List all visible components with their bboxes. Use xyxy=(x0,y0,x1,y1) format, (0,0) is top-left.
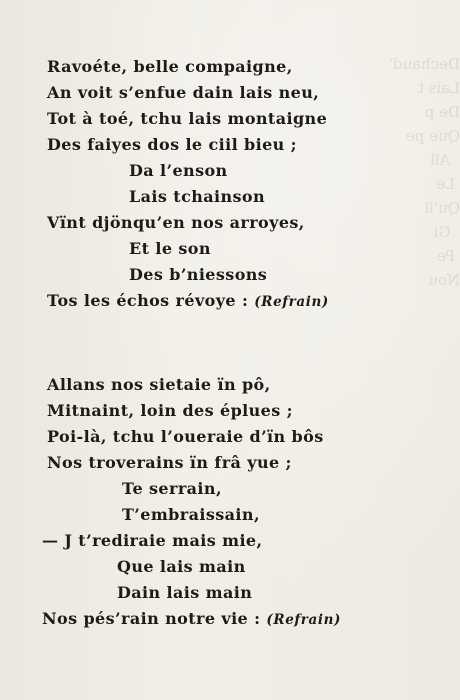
poem-line: Allans nos sietaie ïn pô, xyxy=(47,375,271,394)
poem-line: Lais tchainson xyxy=(129,187,266,206)
poem-line: Et le son xyxy=(129,239,211,258)
poem-line: Te serrain, xyxy=(122,479,222,498)
poem-line: Poi-là, tchu l’oueraie d’ïn bôs xyxy=(47,427,324,446)
poem-line: Dain lais main xyxy=(117,583,253,602)
poem-line: Des b’niessons xyxy=(129,265,268,284)
poem-line-with-refrain: Nos pés’rain notre vie : (Refrain) xyxy=(42,609,341,628)
poem-line: Tot à toé, tchu lais montaigne xyxy=(47,109,328,128)
poem-line: Que lais main xyxy=(117,557,246,576)
poem-line-with-refrain: Tos les échos révoye : (Refrain) xyxy=(47,291,329,310)
poem-line: Nos troverains ïn frâ yue ; xyxy=(47,453,292,472)
poem-line: — J t’rediraie mais mie, xyxy=(42,531,263,550)
poem-line: Des faiyes dos le ciil bieu ; xyxy=(47,135,297,154)
bleed-through-text: Dechaud' Lais t De p Que pe All Le Qu'il Gi Pe Nou xyxy=(388,55,460,289)
poem-line: An voit s’enfue dain lais neu, xyxy=(47,83,320,102)
refrain-marker: (Refrain) xyxy=(266,612,341,628)
poem-line: Mitnaint, loin des éplues ; xyxy=(47,401,293,420)
poem-line: Vïnt djönqu’en nos arroyes, xyxy=(47,213,305,232)
refrain-marker: (Refrain) xyxy=(254,294,329,310)
poem-line: Da l’enson xyxy=(129,161,228,180)
poem-line: T’embraissain, xyxy=(122,505,260,524)
poem-line: Ravoéte, belle compaigne, xyxy=(47,57,293,76)
